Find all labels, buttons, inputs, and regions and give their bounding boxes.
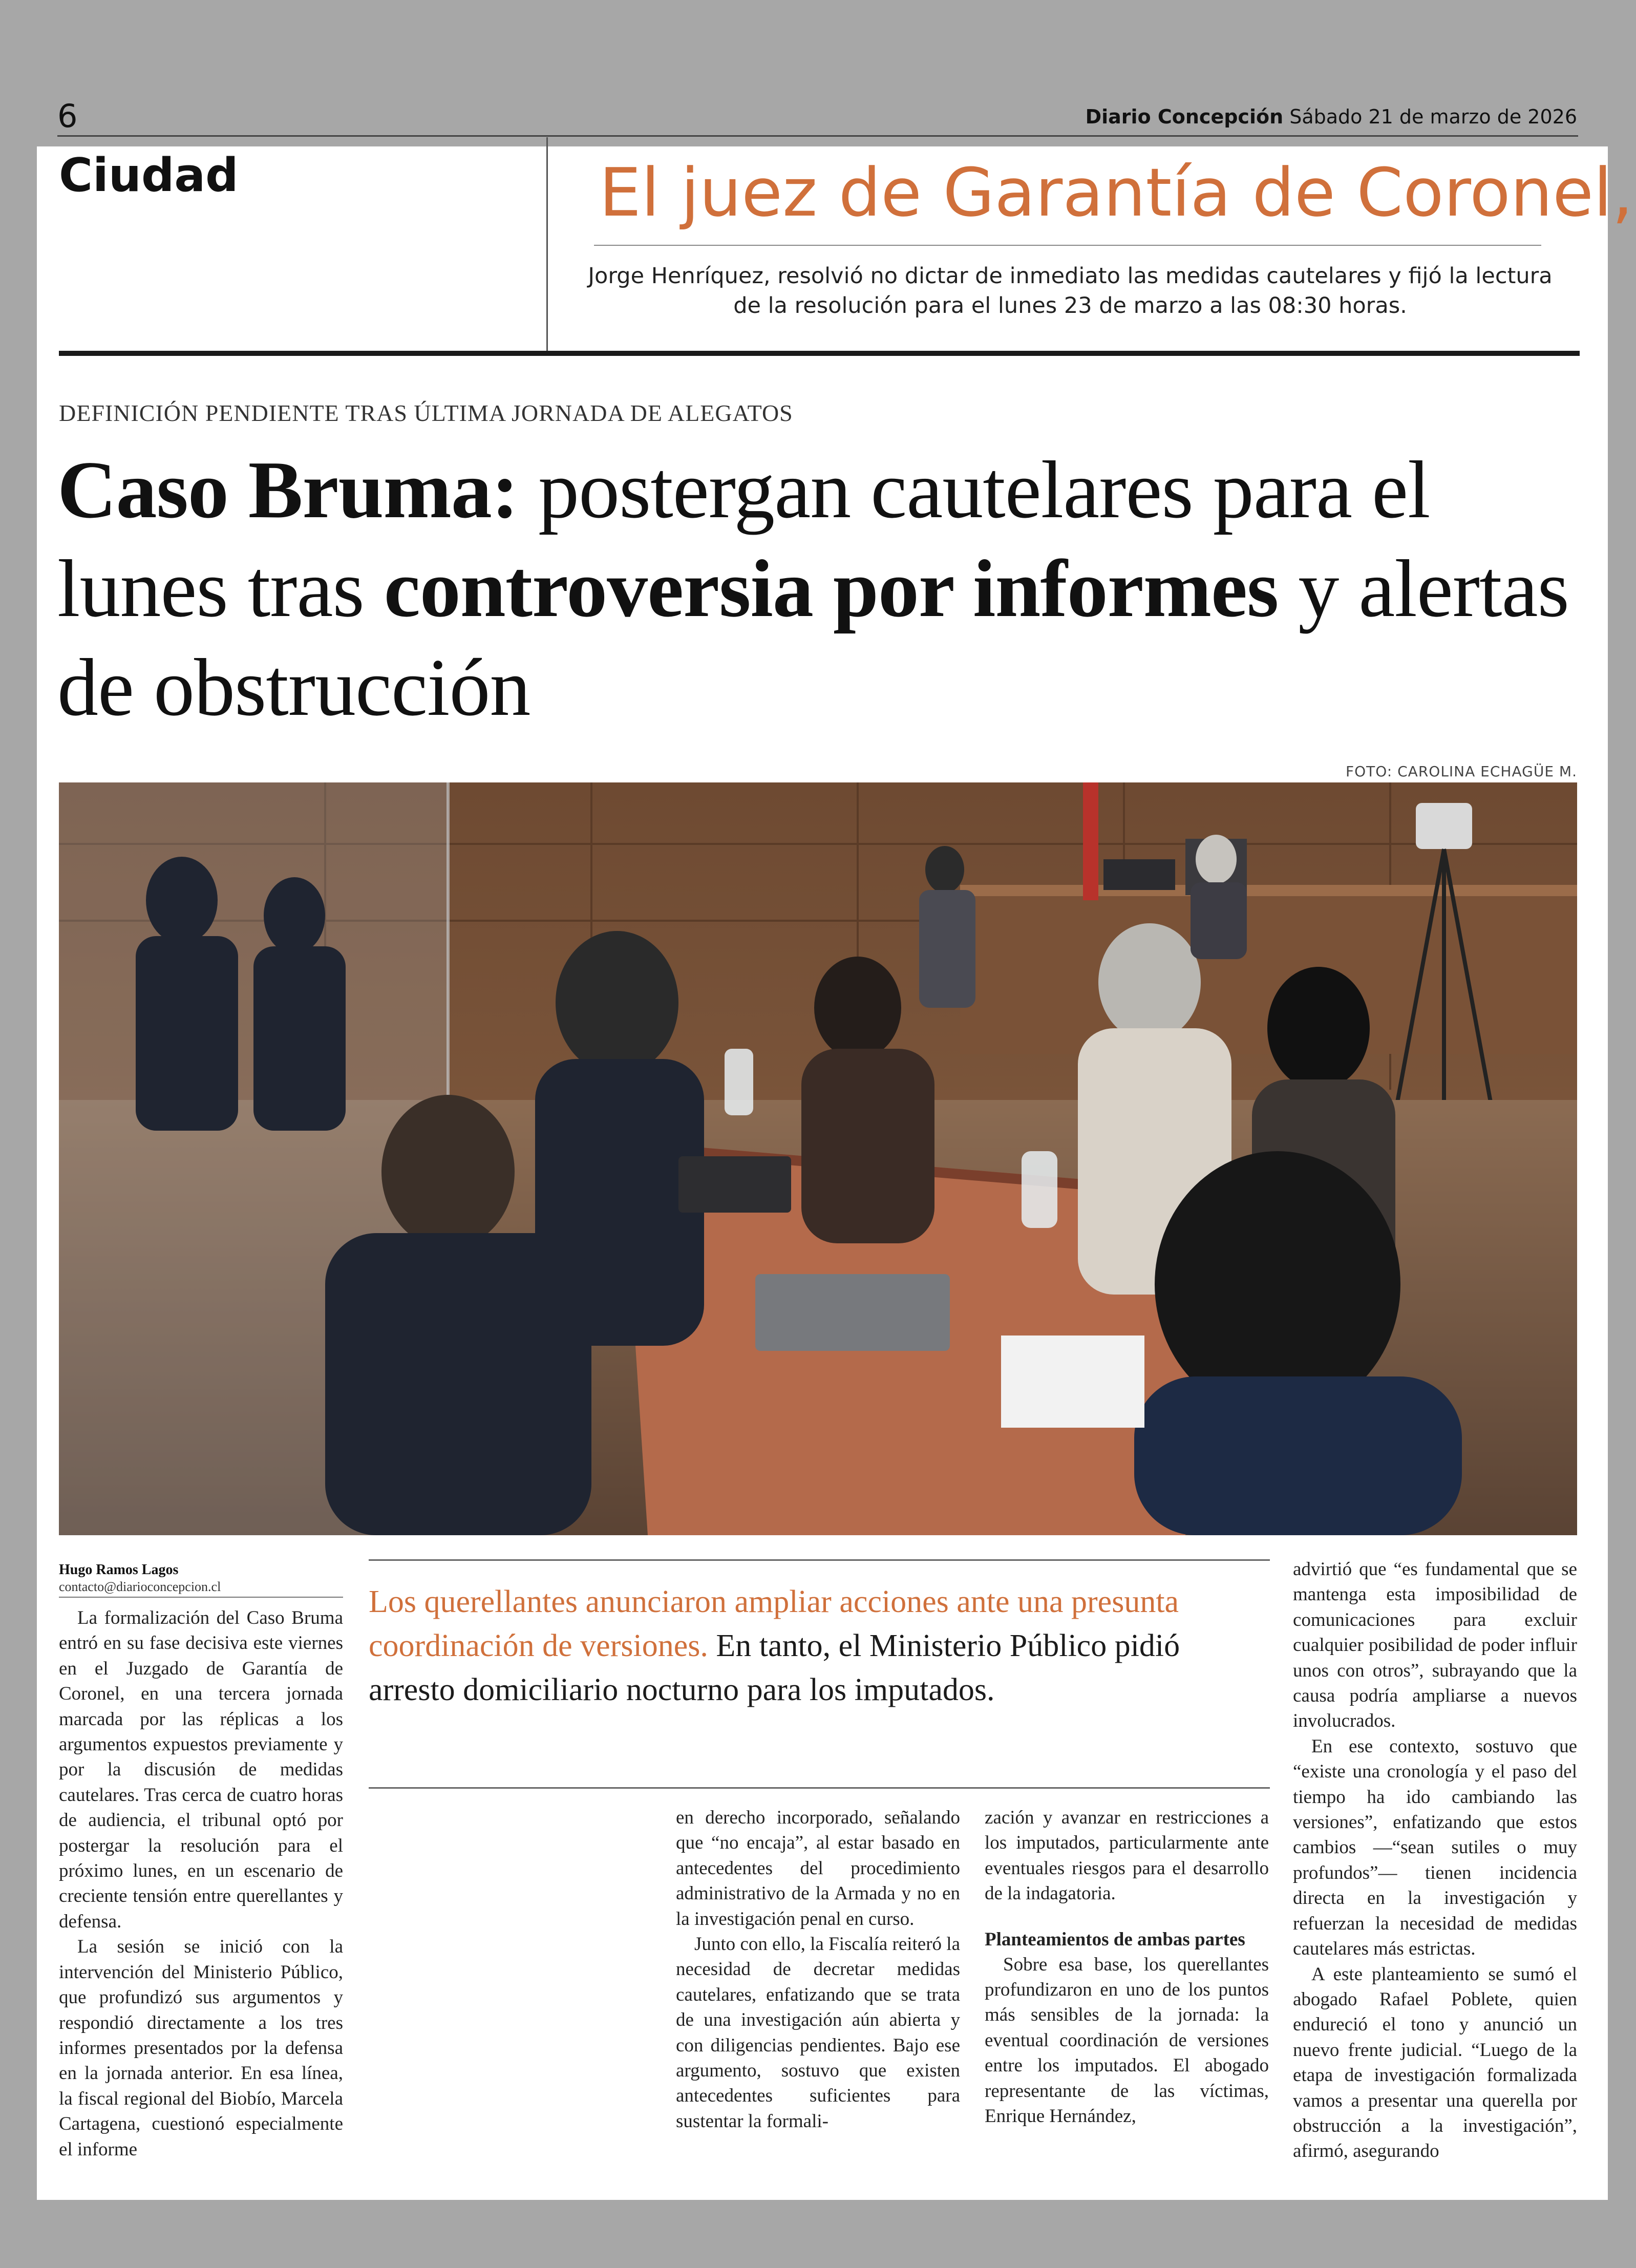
author-name: Hugo Ramos Lagos — [59, 1562, 179, 1578]
body-column-1 — [59, 1605, 343, 2162]
masthead — [1086, 105, 1577, 128]
paragraph: A este planteamiento se sumó el abogado Rafael Poblete, quien endureció el tono y anunció un nuevo frente judicial. “Luego de la etapa de investigación formalizada vamos a presentar una querella por obstrucción a la investigación”, afirmó, asegurando — [1293, 1963, 1577, 2162]
lead-rule-bottom — [369, 1787, 1270, 1789]
author-email: contacto@diarioconcepcion.cl — [59, 1579, 221, 1594]
paragraph: Sobre esa base, los querellantes profundizaron en uno de los puntos más sensibles de la jornada: la eventual coordinación de versiones entre los imputados. El abogado representante de las víctimas, Enrique Hernández, — [985, 1954, 1269, 2127]
section-label: Ciudad — [59, 149, 239, 202]
byline-rule — [59, 1597, 343, 1598]
kicker-subtitle: Jorge Henríquez, resolvió no dictar de inmediato las medidas cautelares y fijó la lectura de la resolución para el lunes 23 de marzo a las 08:30 horas. — [588, 263, 1553, 319]
body-column-3 — [985, 1805, 1269, 2129]
headline-bold-1: Caso Bruma: — [57, 444, 519, 535]
headline-bold-2: controversia por informes — [384, 543, 1279, 634]
paragraph: La sesión se inició con la intervención del Ministerio Público, que profundizó sus argumentos y respondió directamente a los tres informes presentados por la defensa en la jornada anterior. En esa línea, la fiscal regional del Biobío, Marcela Cartagena, cuestionó especialmente el informe — [59, 1936, 343, 2160]
photo-credit: FOTO: CAROLINA ECHAGÜE M. — [1346, 763, 1577, 780]
body-column-4 — [1293, 1557, 1577, 2164]
headline — [57, 440, 1573, 737]
body-column-2 — [676, 1805, 960, 2134]
header-thick-rule — [59, 351, 1580, 356]
paragraph: Junto con ello, la Fiscalía reiteró la necesidad de decretar medidas cautelares, enfatizando que se trata de una investigación aún abierta y con diligencias pendientes. Bajo ese argumento, sostuvo que existen antecedentes suficientes para sustentar la formali- — [676, 1934, 960, 2132]
kicker-rule — [594, 245, 1541, 246]
lead-rest: En tanto, el Ministerio Público pidió arresto domiciliario nocturno para los imputados. — [369, 1628, 1180, 1707]
epigraph: DEFINICIÓN PENDIENTE TRAS ÚLTIMA JORNADA DE ALEGATOS — [59, 400, 793, 426]
kicker-title: El juez de Garantía de Coronel, — [599, 154, 1633, 231]
paragraph: advirtió que “es fundamental que se mantenga esta imposibilidad de comunicaciones para excluir cualquier posibilidad de poder influir unos con otros”, subrayando que la causa podría ampliarse a nuevos involucrados. — [1293, 1559, 1577, 1732]
lead-paragraph — [369, 1580, 1265, 1712]
lead-rule-top — [369, 1559, 1270, 1561]
lead-highlight: Los querellantes anunciaron ampliar acciones ante una presunta coordinación de versiones. — [369, 1584, 1179, 1663]
courtroom-photo — [59, 782, 1577, 1535]
headline-text-1: postergan cautelares para el lunes tras — [57, 444, 1430, 634]
paragraph: zación y avanzar en restricciones a los imputados, particularmente ante eventuales riesgos para el desarrollo de la indagatoria. — [985, 1807, 1269, 1904]
paragraph: En ese contexto, sostuvo que “existe una cronología y el paso del tiempo ha ido cambiando las versiones”, enfatizando que estos cambios —“sean sutiles o muy profundos”— tienen incidencia directa en la investigación y refuerzan la necesidad de medidas cautelares más estrictas. — [1293, 1735, 1577, 1960]
paragraph: La formalización del Caso Bruma entró en su fase decisiva este viernes en el Juzgado de Garantía de Coronel, en una tercera jornada marcada por las réplicas a los argumentos expuestos previamente y por la discusión de medidas cautelares. Tras cerca de cuatro horas de audiencia, el tribunal optó por postergar la resolución para el próximo lunes, en un escenario de creciente tensión entre querellantes y defensa. — [59, 1607, 343, 1932]
header-divider — [546, 137, 548, 352]
headline-text-2: y alertas de obstrucción — [57, 543, 1569, 733]
subheading: Planteamientos de ambas partes — [985, 1928, 1245, 1950]
paragraph: en derecho incorporado, señalando que “no encaja”, al estar basado en antecedentes del procedimiento administrativo de la Armada y no en la investigación penal en curso. — [676, 1807, 960, 1930]
page-number: 6 — [57, 97, 78, 135]
issue-date: Sábado 21 de marzo de 2026 — [1289, 105, 1577, 128]
paper-name: Diario Concepción — [1085, 105, 1284, 128]
top-rule — [57, 135, 1578, 137]
